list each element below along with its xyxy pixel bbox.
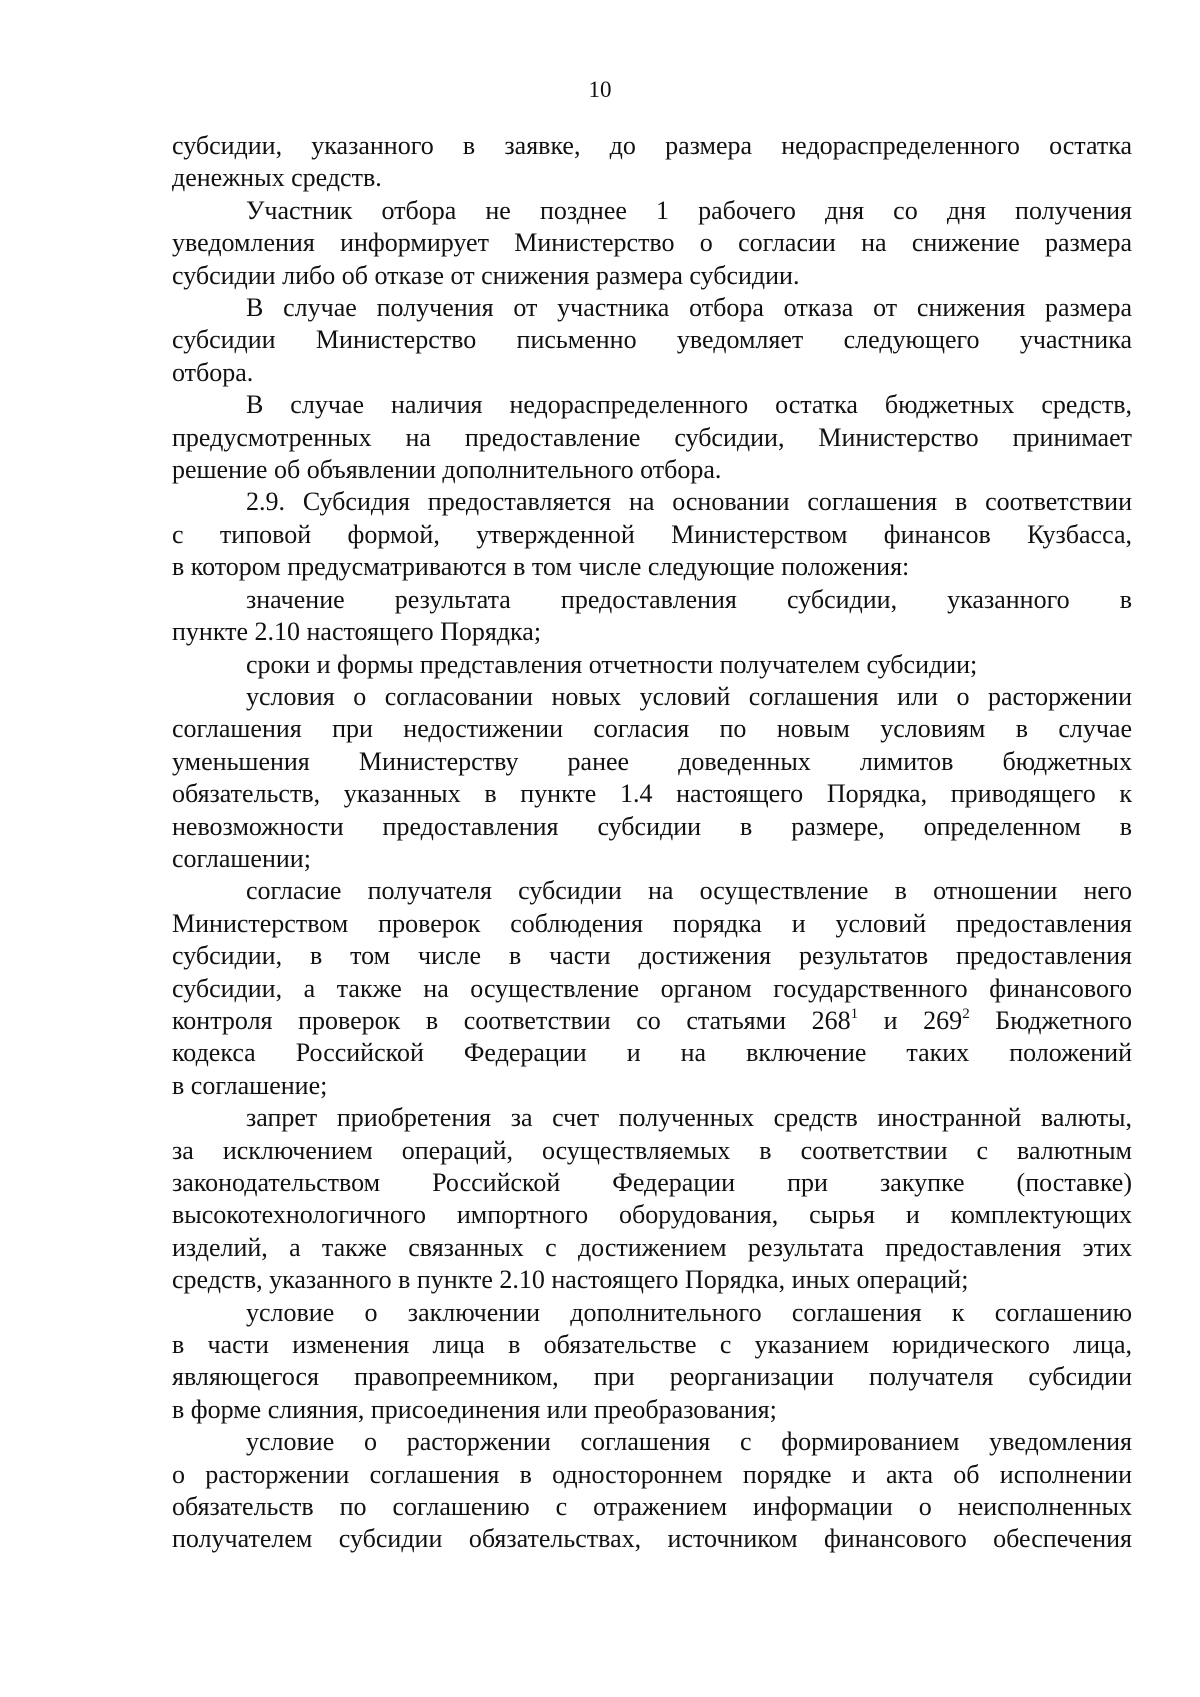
text-line: значение результата предоставления субсидии, указанного в <box>246 584 1132 614</box>
text-line: контроля проверок в соответствии со статьями $268^1$ и $269^2$ Бюджетного <box>172 1005 1132 1035</box>
text-line: о расторжении соглашения в одностороннем порядке и акта об исполнении <box>172 1459 1132 1489</box>
text-line: за исключением операций, осуществляемых в соответствии с валютным <box>172 1135 1132 1165</box>
paragraph <box>172 875 1132 1102</box>
text-line: субсидии, а также на осуществление органом государственного финансового <box>172 973 1132 1003</box>
text-line: предусмотренных на предоставление субсидии, Министерство принимает <box>172 422 1132 452</box>
paragraph <box>172 130 1132 195</box>
paragraph <box>172 389 1132 486</box>
paragraph <box>172 292 1132 389</box>
text-line: условие о расторжении соглашения с формированием уведомления <box>246 1427 1132 1457</box>
text-line: условия о согласовании новых условий соглашения или о расторжении <box>246 681 1132 711</box>
text-line: получателем субсидии обязательствах, источником финансового обеспечения <box>172 1524 1132 1554</box>
text-line: уменьшения Министерству ранее доведенных лимитов бюджетных <box>172 746 1132 776</box>
superscript: 2 <box>962 1005 970 1022</box>
text-line: субсидии, указанного в заявке, до размера недораспределенного остатка <box>172 131 1132 160</box>
document-body <box>172 130 1132 1556</box>
text-line: обязательств по соглашению с отражением информации о неисполненных <box>172 1492 1132 1522</box>
text-line: Министерством проверок соблюдения порядка и условий предоставления <box>172 908 1132 938</box>
text-line: невозможности предоставления субсидии в размере, определенном в <box>172 811 1132 841</box>
paragraph <box>172 1426 1132 1556</box>
text-line: денежных средств. <box>172 163 382 193</box>
text-line: кодекса Российской Федерации и на включение таких положений <box>172 1038 1132 1068</box>
text-line: субсидии Министерство письменно уведомляет следующего участника <box>172 325 1132 355</box>
text-line: в котором предусматриваются в том числе следующие положения: <box>172 552 910 582</box>
paragraph <box>172 1297 1132 1427</box>
text-line: В случае получения от участника отбора отказа от снижения размера <box>246 293 1132 323</box>
text-line: уведомления информирует Министерство о согласии на снижение размера <box>172 228 1132 258</box>
text-line: обязательств, указанных в пункте 1.4 настоящего Порядка, приводящего к <box>172 779 1132 809</box>
paragraph <box>172 486 1132 583</box>
text-line: согласие получателя субсидии на осуществление в отношении него <box>246 876 1132 906</box>
text-line: В случае наличия недораспределенного остатка бюджетных средств, <box>246 390 1132 420</box>
text-line: в соглашение; <box>172 1070 328 1100</box>
text-line: с типовой формой, утвержденной Министерством финансов Кузбасса, <box>172 519 1132 549</box>
text-line: высокотехнологичного импортного оборудования, сырья и комплектующих <box>172 1200 1132 1230</box>
text-line: 2.9. Субсидия предоставляется на основании соглашения в соответствии <box>246 487 1132 517</box>
text-line: отбора. <box>172 357 254 387</box>
paragraph <box>172 649 1132 681</box>
text-line: условие о заключении дополнительного соглашения к соглашению <box>246 1297 1132 1327</box>
text-line: соглашения при недостижении согласия по новым условиям в случае <box>172 714 1132 744</box>
text-line: пункте 2.10 настоящего Порядка; <box>172 617 542 647</box>
text-line: являющегося правопреемником, при реорганизации получателя субсидии <box>172 1362 1132 1392</box>
paragraph <box>172 1102 1132 1296</box>
text-line: изделий, а также связанных с достижением результата предоставления этих <box>172 1232 1132 1262</box>
page-number: 10 <box>588 77 612 102</box>
superscript: 1 <box>850 1005 859 1022</box>
text-line: Участник отбора не позднее 1 рабочего дня со дня получения <box>246 195 1132 225</box>
text-line: соглашении; <box>172 843 311 873</box>
text-line: сроки и формы представления отчетности получателем субсидии; <box>246 649 978 679</box>
paragraph <box>172 681 1132 875</box>
text-line: средств, указанного в пункте 2.10 настоящего Порядка, иных операций; <box>172 1265 969 1295</box>
text-line: субсидии, в том числе в части достижения результатов предоставления <box>172 941 1132 971</box>
text-line: в части изменения лица в обязательстве с указанием юридического лица, <box>172 1330 1132 1360</box>
text-line: решение об объявлении дополнительного отбора. <box>172 455 722 485</box>
paragraph <box>172 195 1132 292</box>
text-line: субсидии либо об отказе от снижения размера субсидии. <box>172 260 800 290</box>
paragraph <box>172 584 1132 649</box>
text-line: законодательством Российской Федерации при закупке (поставке) <box>172 1168 1132 1197</box>
text-line: в форме слияния, присоединения или преобразования; <box>172 1394 777 1424</box>
text-line: запрет приобретения за счет полученных средств иностранной валюты, <box>246 1103 1132 1133</box>
